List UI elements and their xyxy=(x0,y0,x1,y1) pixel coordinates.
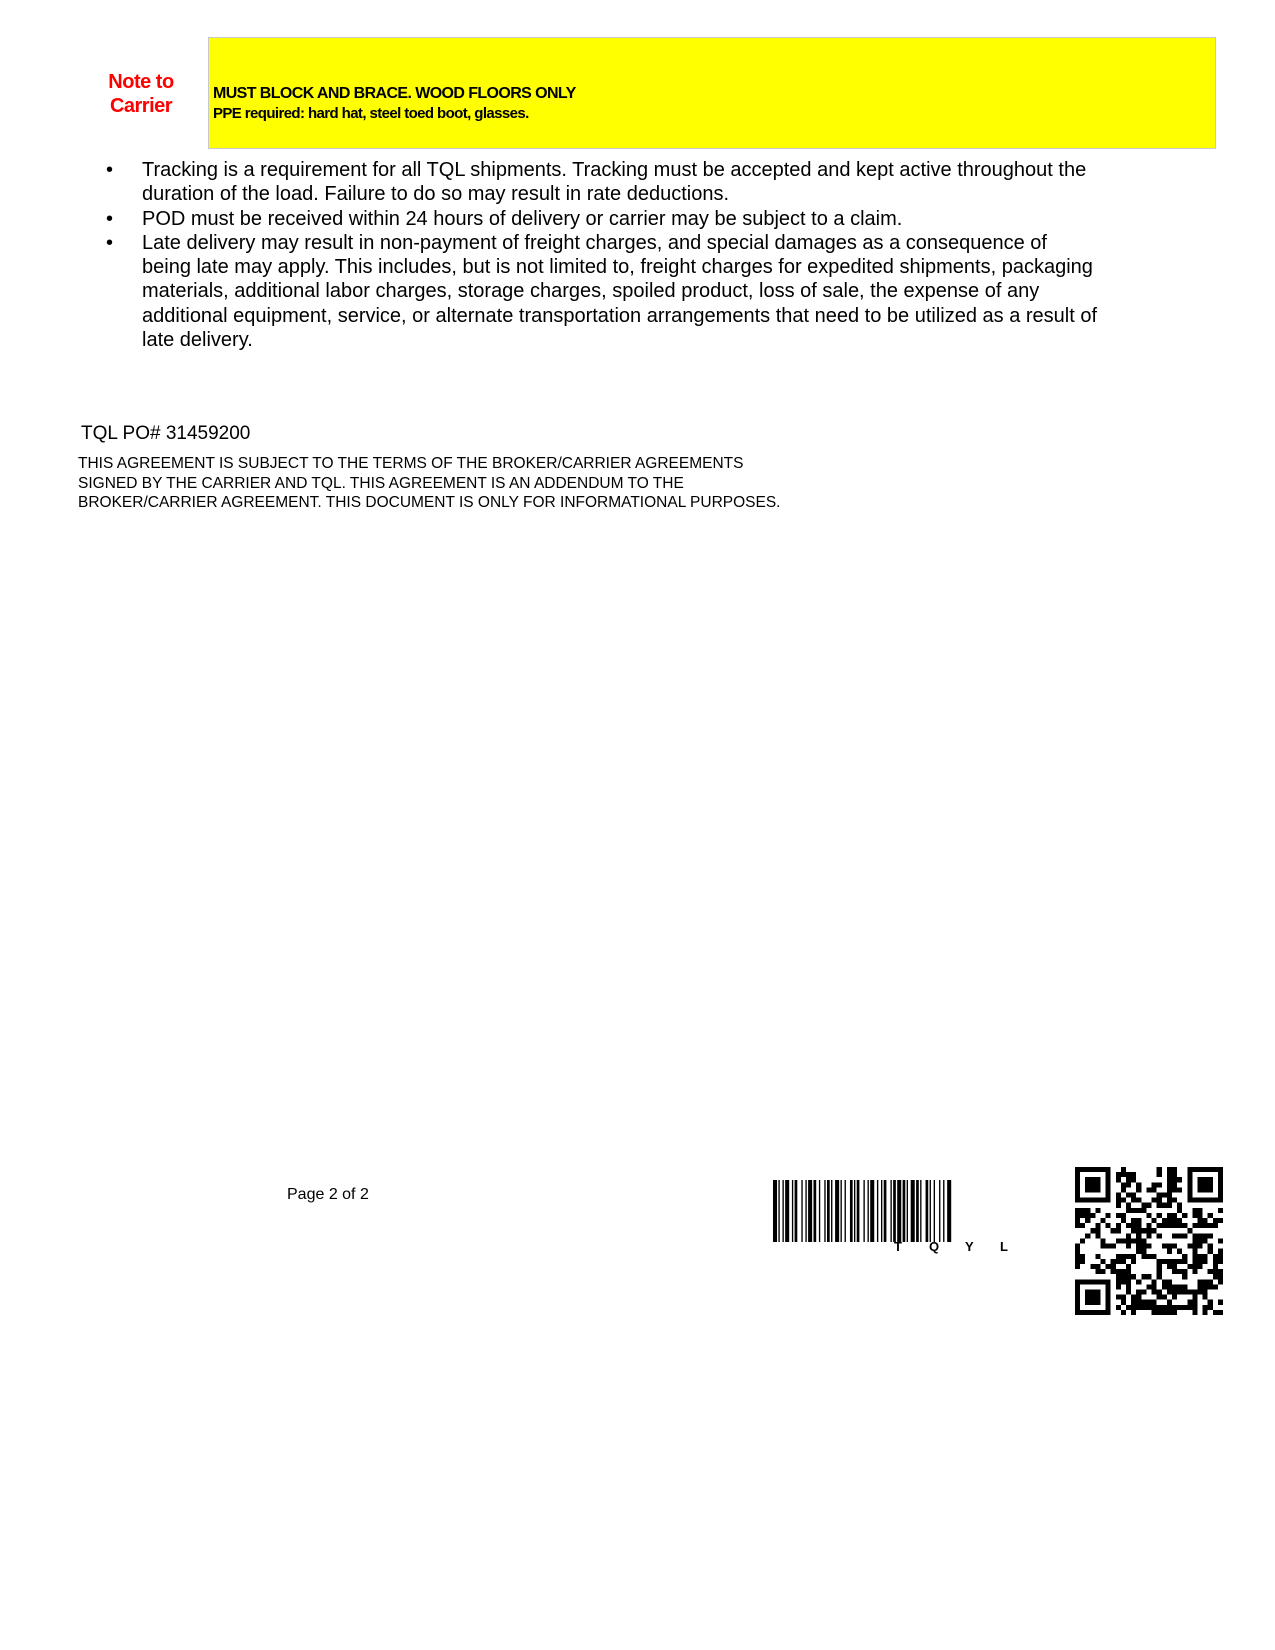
agreement-text: THIS AGREEMENT IS SUBJECT TO THE TERMS OF THE BROKER/CARRIER AGREEMENTS SIGNED BY THE CARRIER AND TQL. THIS AGREEMENT IS AN ADDENDUM TO THE BROKER/CARRIER AGREEMENT. THIS DOCUMENT IS ONLY FOR INFORMATIONAL PURPOSES. xyxy=(78,455,781,511)
po-number: TQL PO# 31459200 xyxy=(81,423,251,444)
note-line-1: MUST BLOCK AND BRACE. WOOD FLOORS ONLY xyxy=(213,85,576,102)
list-item: • Late delivery may result in non-payment of freight charges, and special damages as a consequence of being late may apply. This includes, but is not limited to, freight charges for expedited shipments, packaging materials, additional labor charges, storage charges, spoiled product, loss of sale, the expense of any additional equipment, service, or alternate transportation arrangements that need to be utilized as a result of late delivery. xyxy=(106,231,1098,352)
bullet-icon: • xyxy=(106,207,114,230)
qr-code-icon xyxy=(1075,1167,1223,1315)
barcode-icon xyxy=(773,1180,1058,1242)
list-item: • POD must be received within 24 hours of delivery or carrier may be subject to a claim. xyxy=(106,207,903,230)
note-line-2: PPE required: hard hat, steel toed boot, glasses. xyxy=(213,105,529,122)
bullet-icon: • xyxy=(106,231,114,254)
requirements-list xyxy=(100,158,1100,352)
bullet-icon: • xyxy=(106,159,114,181)
barcode-text: T Q Y L xyxy=(894,1239,1008,1254)
list-item: • Tracking is a requirement for all TQL shipments. Tracking must be accepted and kept active throughout the duration of the load. Failure to do so may result in rate deductions. xyxy=(106,159,1087,206)
note-to-carrier-label: Note to Carrier xyxy=(108,71,174,117)
carrier-note-box xyxy=(208,37,1216,149)
page-number: Page 2 of 2 xyxy=(287,1186,369,1203)
